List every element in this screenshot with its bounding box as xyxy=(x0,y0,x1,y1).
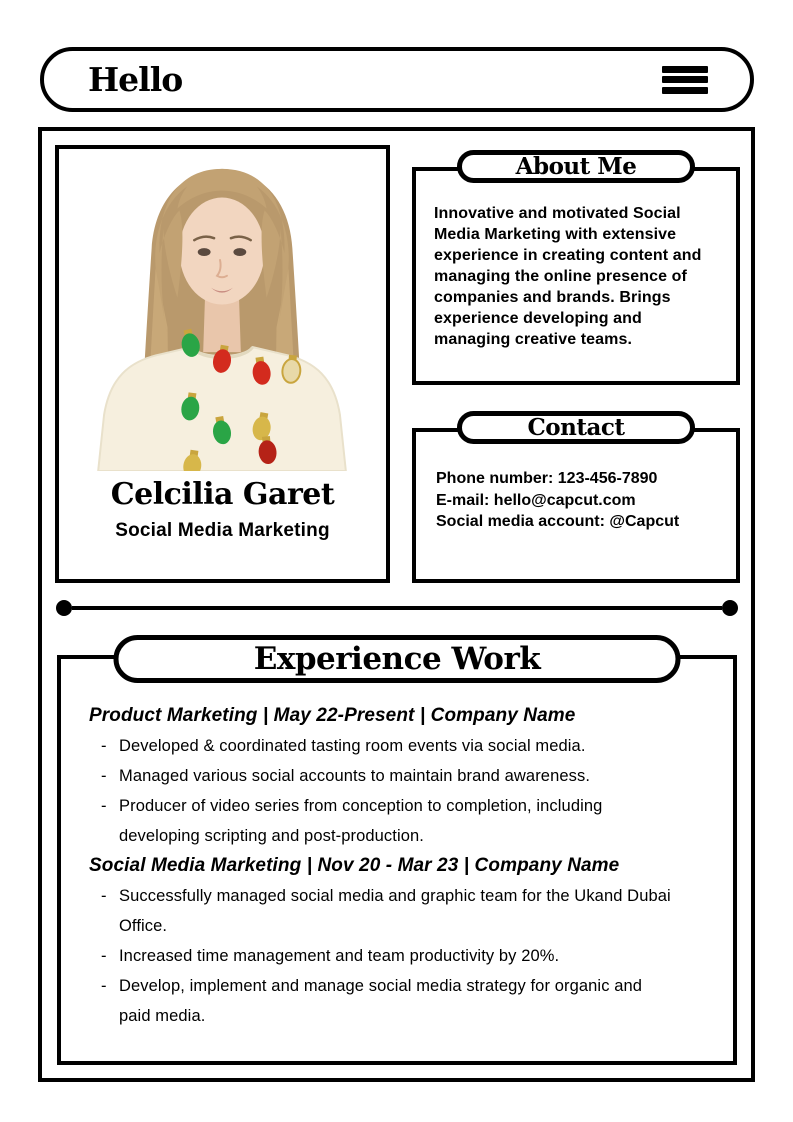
about-text: Innovative and motivated Social Media Marketing with extensive experience in creating content and managing the online presence of companies and brands. Brings experience developing and managing creative teams. xyxy=(434,205,702,348)
job-bullet: - Managed various social accounts to maintain brand awareness. xyxy=(101,761,721,791)
contact-heading: Contact xyxy=(457,411,695,444)
job-bullet: - Increased time management and team productivity by 20%. xyxy=(101,941,721,971)
job-header: Product Marketing | May 22-Present | Company Name xyxy=(89,705,576,726)
contact-section xyxy=(412,414,740,583)
bullet-dash: - xyxy=(101,977,107,995)
contact-social: Social media account: @Capcut xyxy=(436,513,680,530)
contact-email: E-mail: hello@capcut.com xyxy=(436,491,636,509)
bullet-dash: - xyxy=(101,737,107,755)
divider-dot-right xyxy=(722,600,738,616)
profile-card xyxy=(55,145,390,583)
job-bullet: - Producer of video series from conception to completion, including developing scripting and post-production. xyxy=(101,791,721,851)
contact-phone: Phone number: 123-456-7890 xyxy=(436,470,658,487)
header-bar xyxy=(40,47,754,112)
hamburger-bar xyxy=(662,66,708,73)
divider-line xyxy=(72,606,722,610)
divider-dot-left xyxy=(56,600,72,616)
hamburger-menu-icon[interactable] xyxy=(662,66,708,94)
hamburger-bar xyxy=(662,87,708,94)
hamburger-bar xyxy=(662,76,708,83)
job-header: Social Media Marketing | Nov 20 - Mar 23 | Company Name xyxy=(89,855,620,876)
about-section xyxy=(412,153,740,385)
job-bullet-list xyxy=(89,881,721,1031)
job-bullet-list xyxy=(89,731,721,851)
experience-heading: Experience Work xyxy=(114,635,681,683)
bullet-dash: - xyxy=(101,947,107,965)
section-divider xyxy=(56,600,738,616)
job-bullet: - Developed & coordinated tasting room events via social media. xyxy=(101,731,721,761)
person-name: Celcilia Garet xyxy=(110,477,335,512)
page-title: Hello xyxy=(88,60,183,99)
experience-section xyxy=(57,641,737,1065)
person-role: Social Media Marketing xyxy=(115,520,330,541)
job-bullet: - Develop, implement and manage social media strategy for organic and paid media. xyxy=(101,971,721,1031)
bullet-dash: - xyxy=(101,887,107,905)
portrait-photo xyxy=(59,149,386,471)
job-bullet: - Successfully managed social media and graphic team for the Ukand Dubai Office. xyxy=(101,881,721,941)
about-heading: About Me xyxy=(457,150,695,183)
bullet-dash: - xyxy=(101,767,107,785)
bullet-dash: - xyxy=(101,797,107,815)
